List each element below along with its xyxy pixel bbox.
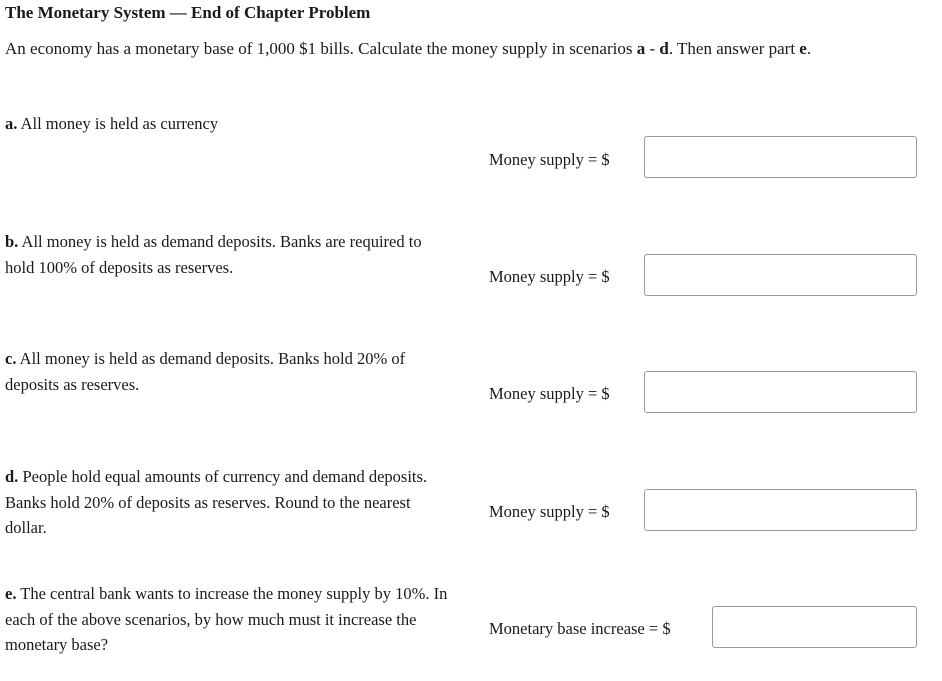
intro-dash: - <box>645 39 660 58</box>
problem-d-body: People hold equal amounts of currency and demand deposits. Banks hold 20% of deposits as reserves. Round to the nearest dollar. <box>5 467 428 537</box>
problem-e-answer-label: Monetary base increase = $ <box>489 619 671 638</box>
problem-c-body: All money is held as demand deposits. Banks hold 20% of deposits as reserves. <box>5 349 406 394</box>
problem-d-letter: d. <box>5 467 19 486</box>
problem-b-body: All money is held as demand deposits. Banks are required to hold 100% of deposits as reserves. <box>5 232 422 277</box>
monetary-base-increase-input[interactable] <box>712 606 917 648</box>
problem-c-letter: c. <box>5 349 17 368</box>
problem-a-letter: a. <box>5 114 18 133</box>
problem-a-body: All money is held as currency <box>17 114 219 133</box>
problem-d-text <box>5 464 450 541</box>
problem-b-letter: b. <box>5 232 19 251</box>
problem-a-text <box>5 111 450 137</box>
intro-bold-e: e <box>799 39 807 58</box>
problem-b-answer-label: Money supply = $ <box>489 267 610 286</box>
intro-text-mid: . Then answer part <box>668 39 800 58</box>
intro-text-before: An economy has a monetary base of 1,000 $1 bills. Calculate the money supply in scenarios <box>5 39 637 58</box>
money-supply-input-d[interactable] <box>644 489 917 531</box>
money-supply-input-a[interactable] <box>644 136 917 178</box>
problem-e-body: The central bank wants to increase the money supply by 10%. In each of the above scenarios, by how much must it increase the monetary base? <box>5 584 448 654</box>
problem-e-text <box>5 581 450 658</box>
intro-text-end: . <box>806 39 812 58</box>
problem-e-letter: e. <box>5 584 17 603</box>
money-supply-input-c[interactable] <box>644 371 917 413</box>
problem-c-text <box>5 346 450 397</box>
problem-c-answer-label: Money supply = $ <box>489 384 610 403</box>
intro-text <box>5 39 811 59</box>
problem-b-text <box>5 229 450 280</box>
money-supply-input-b[interactable] <box>644 254 917 296</box>
problem-a-answer-label: Money supply = $ <box>489 150 610 169</box>
intro-bold-a: a <box>636 39 646 58</box>
intro-bold-d: d <box>659 39 669 58</box>
page-title: The Monetary System — End of Chapter Problem <box>5 3 371 22</box>
problem-d-answer-label: Money supply = $ <box>489 502 610 521</box>
